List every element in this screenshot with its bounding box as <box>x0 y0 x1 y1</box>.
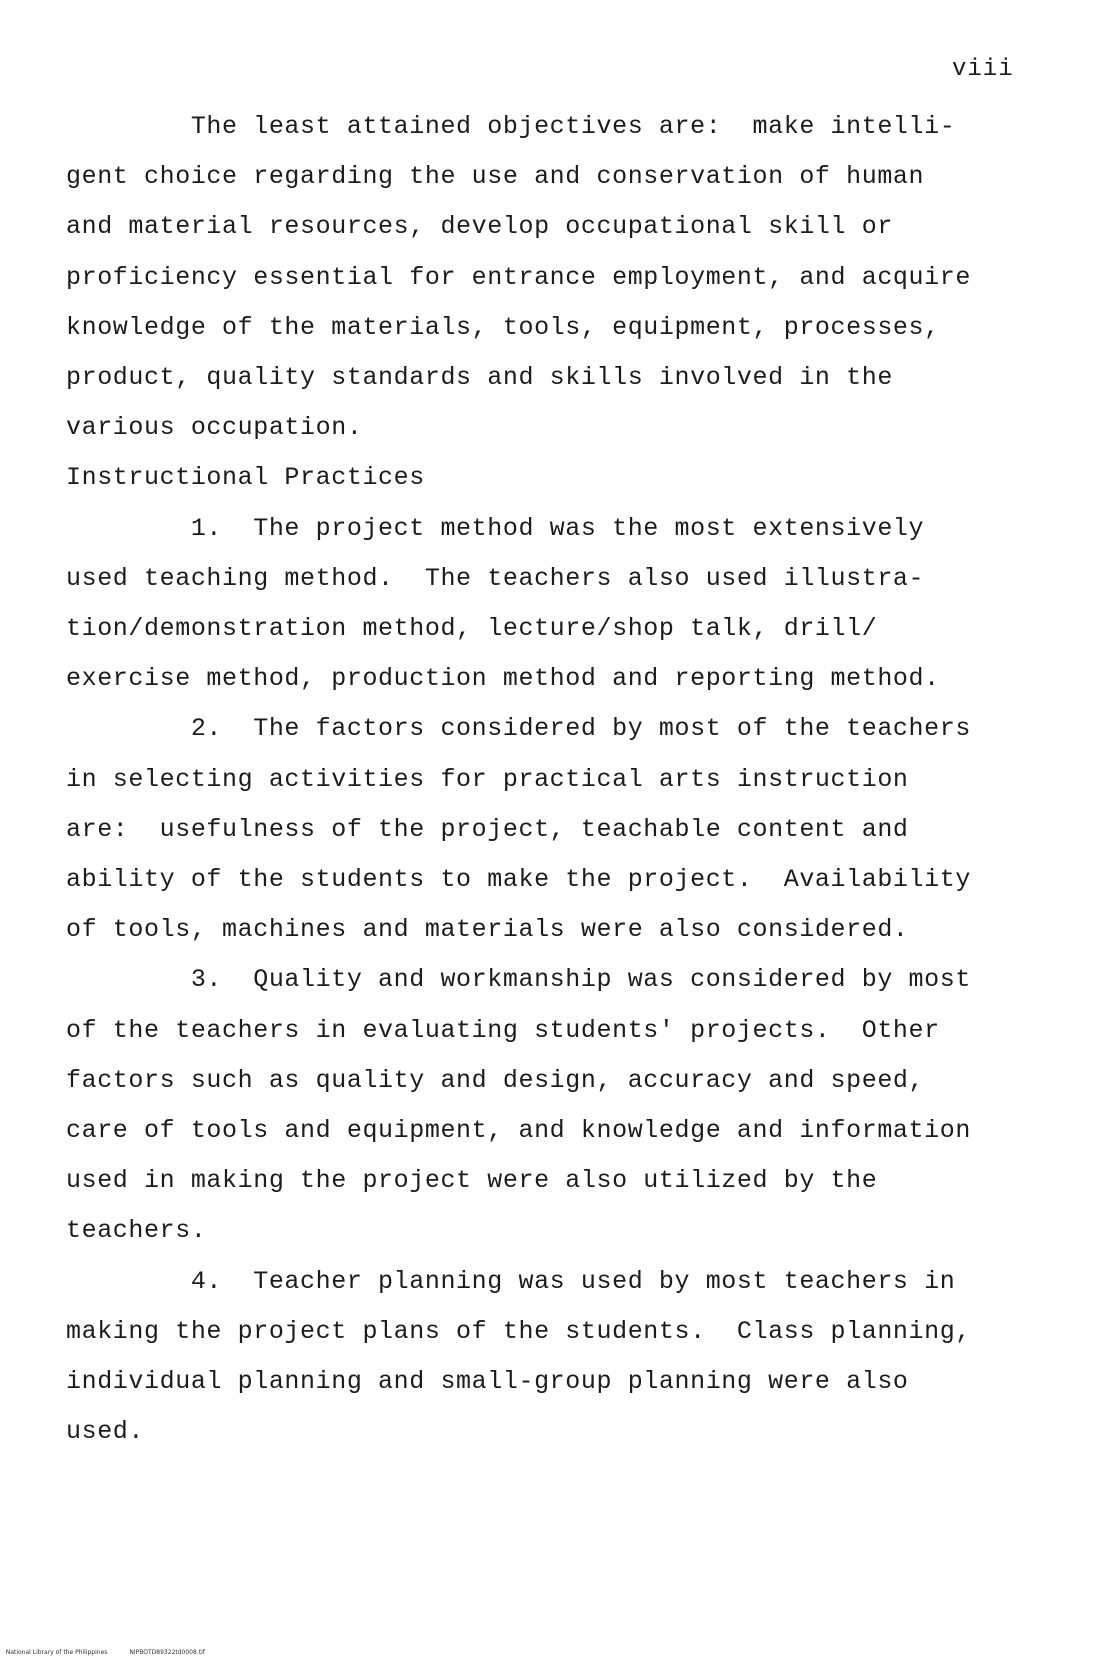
text-line: of the teachers in evaluating students' projects. Other <box>66 1015 940 1045</box>
text-line: 1. The project method was the most extensively <box>66 513 925 543</box>
text-line: in selecting activities for practical arts instruction <box>66 764 909 794</box>
text-line: product, quality standards and skills involved in the <box>66 363 893 392</box>
text-line: various occupation. <box>66 413 363 443</box>
text-line: individual planning and small-group planning were also <box>66 1367 909 1396</box>
footer-file-id: NIPBOTD89322td0008.tif <box>129 1649 205 1656</box>
scan-footer <box>2 1642 227 1656</box>
text-line: exercise method, production method and reporting method. <box>66 664 940 694</box>
text-line: 3. Quality and workmanship was considered by most <box>66 965 971 995</box>
text-line: knowledge of the materials, tools, equipment, processes, <box>66 312 940 342</box>
footer-library: National Library of the Philippines <box>5 1649 108 1656</box>
text-line: The least attained objectives are: make intelli- <box>66 112 956 141</box>
text-line: teachers. <box>66 1216 207 1246</box>
text-line: are: usefulness of the project, teachable content and <box>66 814 909 844</box>
text-line: gent choice regarding the use and conservation of human <box>66 162 925 192</box>
text-line: making the project plans of the students. Class planning, <box>66 1316 971 1346</box>
text-line: used in making the project were also utilized by the <box>66 1166 878 1196</box>
text-line: care of tools and equipment, and knowledge and information <box>66 1116 971 1145</box>
text-line: ability of the students to make the project. Availability <box>66 865 971 894</box>
text-line: proficiency essential for entrance employment, and acquire <box>66 262 971 292</box>
text-line: factors such as quality and design, accuracy and speed, <box>66 1065 925 1095</box>
page-number: viii <box>952 56 1014 83</box>
text-line: of tools, machines and materials were also considered. <box>66 915 909 945</box>
text-line: 4. Teacher planning was used by most teachers in <box>66 1266 956 1296</box>
text-line: used teaching method. The teachers also used illustra- <box>66 563 925 593</box>
text-line: 2. The factors considered by most of the teachers <box>66 714 971 744</box>
section-heading: Instructional Practices <box>66 463 425 493</box>
text-line: and material resources, develop occupational skill or <box>66 212 893 242</box>
text-line: tion/demonstration method, lecture/shop talk, drill/ <box>66 614 878 643</box>
text-line: used. <box>66 1417 145 1447</box>
